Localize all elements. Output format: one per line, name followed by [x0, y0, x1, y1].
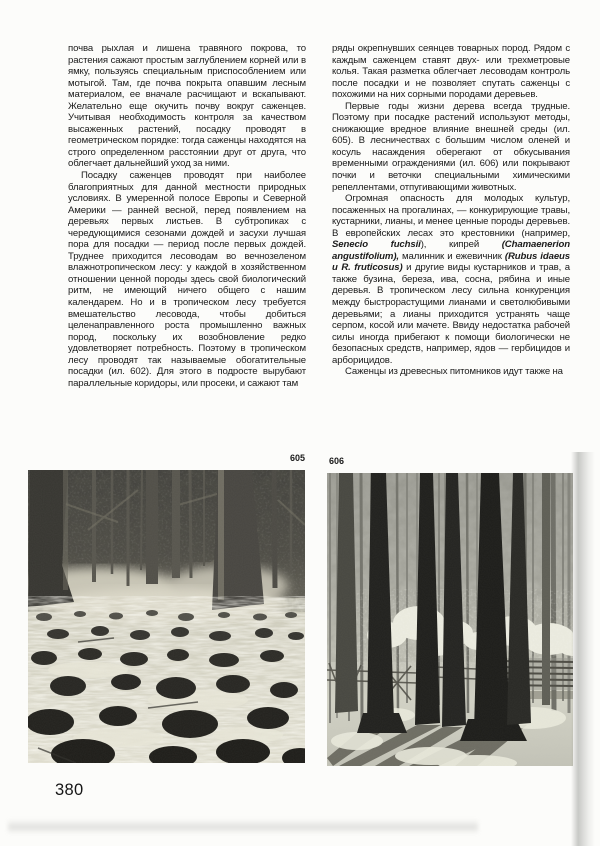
- figure-photo-fenced-plantation: [327, 473, 573, 766]
- paragraph: Саженцы из древесных питомников идут также на: [345, 366, 563, 378]
- paragraph: Огромная опасность для молодых культур, посаженных на прогалинах, — конкурирующие травы, кустарники, лианы, и менее ценные породы деревьев. В европейских лесах это крестовники (например, Senecio fuchsii), кипрей (Chamaenerion angustifolium), малинник и ежевичник (Rubus idaeus и R. fruticosus) и другие виды кустарников и трав, а также бузина, береза, ива, сосна, рябина и иные деревья. В тропическом лесу сильна конкуренция между быстрорастущими лианами и светолюбивыми деревьями; а лианы приходится устранять чаще серпом, косой или мачете. Ввиду недостатка рабочей силы иногда прибегают к помощи биологически не безопасных средств, например, ядов — гербицидов и арборицидов.: [332, 193, 571, 366]
- page-number: 380: [55, 781, 84, 799]
- paragraph: почва рыхлая и лишена травяного покрова, то растения сажают простым заглублением корней или в ямку, пользуясь специальным приспособлением или мотыгой. Там, где почва покрыта опавшим лесным материалом, ее вначале расчищают и вскапывают. Желательно еще окучить почву вокруг саженцев. Учитывая необходимость контроля за качеством высаженных растений, посадку проводят в геометрическом порядке: тогда саженцы находятся на строго определенном расстоянии друг от друга, что облегчает дальнейший уход за ними.: [68, 43, 306, 170]
- figure-caption-606: 606: [329, 456, 345, 466]
- figure-photo-forest-mounds: [28, 470, 305, 763]
- bottom-edge-scan-shadow: [8, 819, 478, 834]
- paragraph: Первые годы жизни дерева всегда трудные. Поэтому при посадке растений используют методы, снижающие вредное влияние внешней среды (ил. 605). В лесничествах с большим числом оленей и косуль насаждения оберегают от обкусывания временными ограждениями (ил. 606) или покрывают почки и веточки специальными химическими репеллентами, отпугивающими животных.: [332, 100, 570, 193]
- text-column-left: [68, 43, 306, 389]
- text-column-right: [332, 43, 570, 378]
- figure-caption-605: 605: [289, 453, 305, 463]
- paragraph: Посадку саженцев проводят при наиболее благоприятных для данной местности природных условиях. В умеренной полосе Европы и Северной Америки — ранней весной, перед появлением на деревьях первых листьев. В субтропиках с чередующимися сезонами дождей и засухи лучшая пора для посадки — период после первых дождей. Труднее приходится лесоводам во вечнозеленом влажнотропическом лесу: у каждой в хозяйственном отношении ценной породы здесь свой биологический ритм, не имеющий ничего общего с нашим календарем. Но и в тропическом лесу требуется вмешательство лесовода, чтобы добиться целенаправленного роста промышленно важных пород, поскольку их возобновление редко удовлетворяет потребность. Поэтому в тропическом лесу проводят так называемые обогатительные посадки (ил. 602). Для этого в подросте вырубают параллельные коридоры, или просеки, и сажают там: [68, 170, 306, 389]
- right-edge-scan-shadow: [571, 452, 595, 846]
- paragraph: ряды окрепнувших сеянцев товарных пород. Рядом с каждым саженцем ставят двух- или трехметровые колья. Такая разметка облегчает лесоводам контроль после посадки и не позволяет спутать саженцы с похожими на них сорными породами деревьев.: [332, 43, 570, 101]
